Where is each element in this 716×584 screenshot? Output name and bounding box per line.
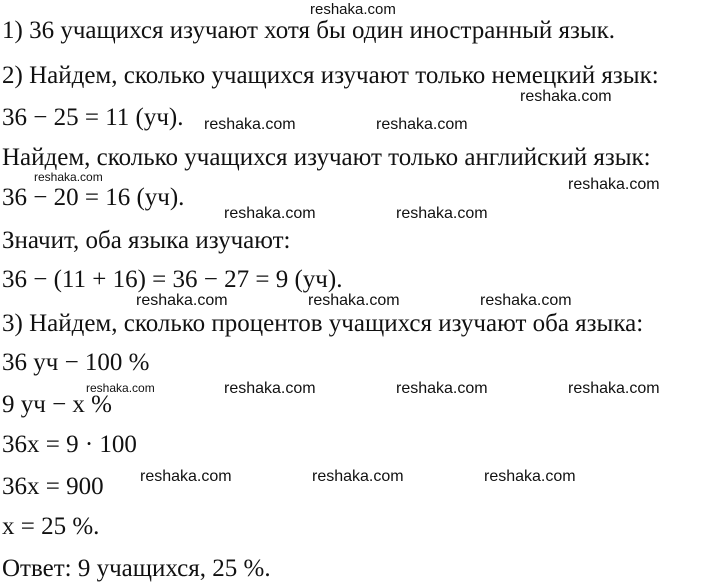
watermark: reshaka.com	[136, 292, 228, 309]
watermark: reshaka.com	[312, 468, 404, 485]
solution-line: 36x = 9 · 100	[2, 431, 137, 458]
watermark: reshaka.com	[520, 88, 612, 105]
watermark: reshaka.com	[396, 380, 488, 397]
solution-line: 36 уч − 100 %	[2, 349, 150, 376]
watermark: reshaka.com	[396, 205, 488, 222]
solution-line: 36 − (11 + 16) = 36 − 27 = 9 (уч).	[2, 266, 343, 293]
solution-line: 2) Найдем, сколько учащихся изучают только немецкий язык:	[2, 62, 659, 89]
solution-line: Найдем, сколько учащихся изучают только английский язык:	[2, 144, 651, 171]
solution-line: 36 − 25 = 11 (уч).	[2, 104, 184, 131]
watermark: reshaka.com	[86, 381, 155, 395]
solution-line: 36x = 900	[2, 473, 104, 500]
watermark: reshaka.com	[376, 116, 468, 133]
watermark: reshaka.com	[308, 292, 400, 309]
watermark: reshaka.com	[484, 468, 576, 485]
solution-line: Значит, оба языка изучают:	[2, 227, 291, 254]
watermark: reshaka.com	[224, 205, 316, 222]
watermark: reshaka.com	[34, 170, 103, 184]
watermark: reshaka.com	[204, 116, 296, 133]
solution-line: 1) 36 учащихся изучают хотя бы один иностранный язык.	[2, 17, 616, 44]
watermark: reshaka.com	[568, 380, 660, 397]
watermark: reshaka.com	[480, 292, 572, 309]
solution-line: Ответ: 9 учащихся, 25 %.	[2, 555, 271, 582]
watermark: reshaka.com	[310, 1, 396, 18]
solution-line: 9 уч − x %	[2, 391, 112, 418]
watermark: reshaka.com	[224, 380, 316, 397]
watermark: reshaka.com	[140, 468, 232, 485]
solution-line: 36 − 20 = 16 (уч).	[2, 184, 185, 211]
solution-line: 3) Найдем, сколько процентов учащихся изучают оба языка:	[2, 310, 644, 337]
watermark: reshaka.com	[568, 176, 660, 193]
solution-line: x = 25 %.	[2, 513, 100, 540]
